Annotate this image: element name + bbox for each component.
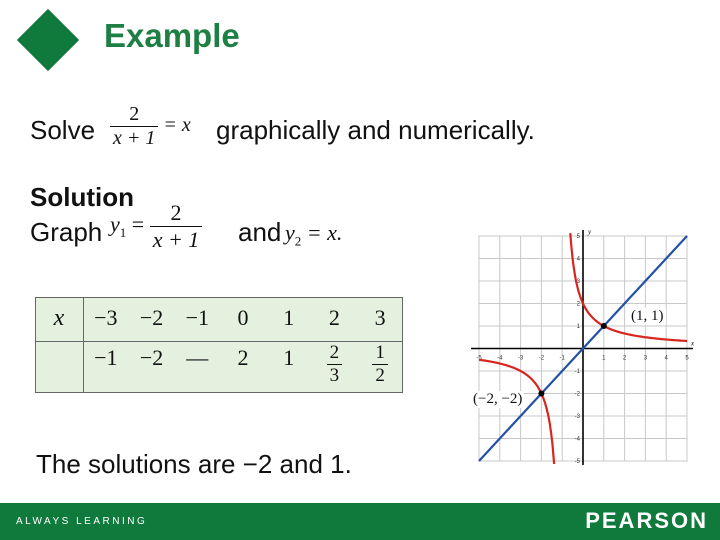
y1-sub: 1	[119, 224, 127, 240]
y2-sub: 2	[294, 233, 302, 249]
equation-numerator: 2	[129, 103, 140, 125]
fraction-numerator: 2	[329, 342, 340, 363]
x-tick-label: -5	[476, 355, 482, 362]
slide-title: Example	[104, 17, 240, 54]
y2-rhs: = x.	[306, 220, 343, 245]
table-y-cell	[357, 342, 403, 387]
equation-fraction	[110, 103, 191, 150]
instruction-text: graphically and numerically.	[216, 115, 535, 145]
y-tick-label: 4	[576, 256, 580, 263]
x-tick-label: 3	[643, 355, 648, 362]
y2-equation	[285, 220, 342, 249]
table-x-cell: 0	[237, 305, 249, 330]
y1-eq: =	[131, 211, 145, 237]
table-x-cell: 1	[283, 305, 295, 330]
y-tick-label: -1	[574, 369, 580, 375]
table-x-cell: −2	[139, 305, 164, 330]
table-x-cell: −1	[185, 305, 209, 330]
y-tick-label: -2	[574, 391, 580, 398]
fraction-numerator: 1	[375, 342, 385, 363]
table-x-header: x	[53, 305, 65, 331]
x-tick-label: 5	[685, 355, 689, 362]
fraction-denominator: 3	[327, 364, 343, 387]
y-tick-label: -5	[574, 459, 580, 465]
table-y-row	[83, 343, 403, 391]
y1-lhs: y	[110, 211, 120, 237]
solution-label: Solution	[30, 182, 134, 212]
x-tick-label: 2	[622, 355, 627, 362]
y-tick-label: 5	[576, 234, 580, 240]
table-x-cell: 2	[328, 305, 340, 330]
x-tick-label: -1	[559, 355, 565, 362]
x-tick-label: -3	[517, 355, 524, 362]
intersection-point-neg2-neg2	[538, 391, 544, 397]
table-y-cell: —	[186, 345, 209, 370]
intersection-point-1-1	[601, 323, 607, 329]
x-tick-label: -4	[497, 355, 503, 362]
y-axis-label: y	[588, 228, 592, 236]
table-y-cell: −2	[139, 345, 164, 370]
y-tick-label: 1	[576, 324, 580, 330]
equation-denominator: x + 1	[110, 126, 158, 150]
y-tick-label: 2	[576, 301, 580, 308]
y-tick-label: 3	[576, 279, 580, 285]
conclusion-text: The solutions are −2 and 1.	[36, 449, 352, 479]
values-table-wrap	[35, 297, 403, 393]
annotation-neg2-neg2: (−2, −2)	[473, 391, 523, 407]
y-tick-label: -3	[574, 414, 580, 420]
footer-pearson-logo: PEARSON	[585, 508, 708, 533]
graph-svg	[464, 224, 700, 468]
x-axis-label: x	[691, 339, 695, 348]
x-tick-label: -2	[538, 355, 545, 362]
equation-rhs: = x	[163, 114, 191, 137]
table-y-cell	[312, 342, 358, 387]
y1-equation	[110, 200, 202, 253]
table-y-cell: 1	[283, 345, 295, 370]
graph-label: Graph	[30, 217, 103, 247]
table-x-cell: −3	[94, 305, 118, 330]
y-tick-label: -4	[574, 436, 580, 443]
footer-always-learning: ALWAYS LEARNING	[16, 516, 148, 527]
fraction-denominator: 2	[372, 364, 388, 387]
x-tick-label: 4	[664, 355, 668, 362]
solve-label: Solve	[30, 115, 96, 145]
table-y-cell: −1	[94, 345, 118, 370]
y1-numerator: 2	[170, 200, 182, 225]
title-diamond-icon	[17, 9, 79, 71]
table-x-cell: 3	[374, 305, 386, 330]
y1-denominator: x + 1	[150, 226, 203, 253]
y2-lhs: y	[285, 220, 295, 245]
annotation-1-1: (1, 1)	[631, 308, 664, 324]
x-tick-label: 1	[602, 355, 606, 362]
table-y-cell: 2	[237, 345, 249, 370]
table-x-row	[83, 305, 403, 335]
and-label: and	[238, 217, 282, 247]
